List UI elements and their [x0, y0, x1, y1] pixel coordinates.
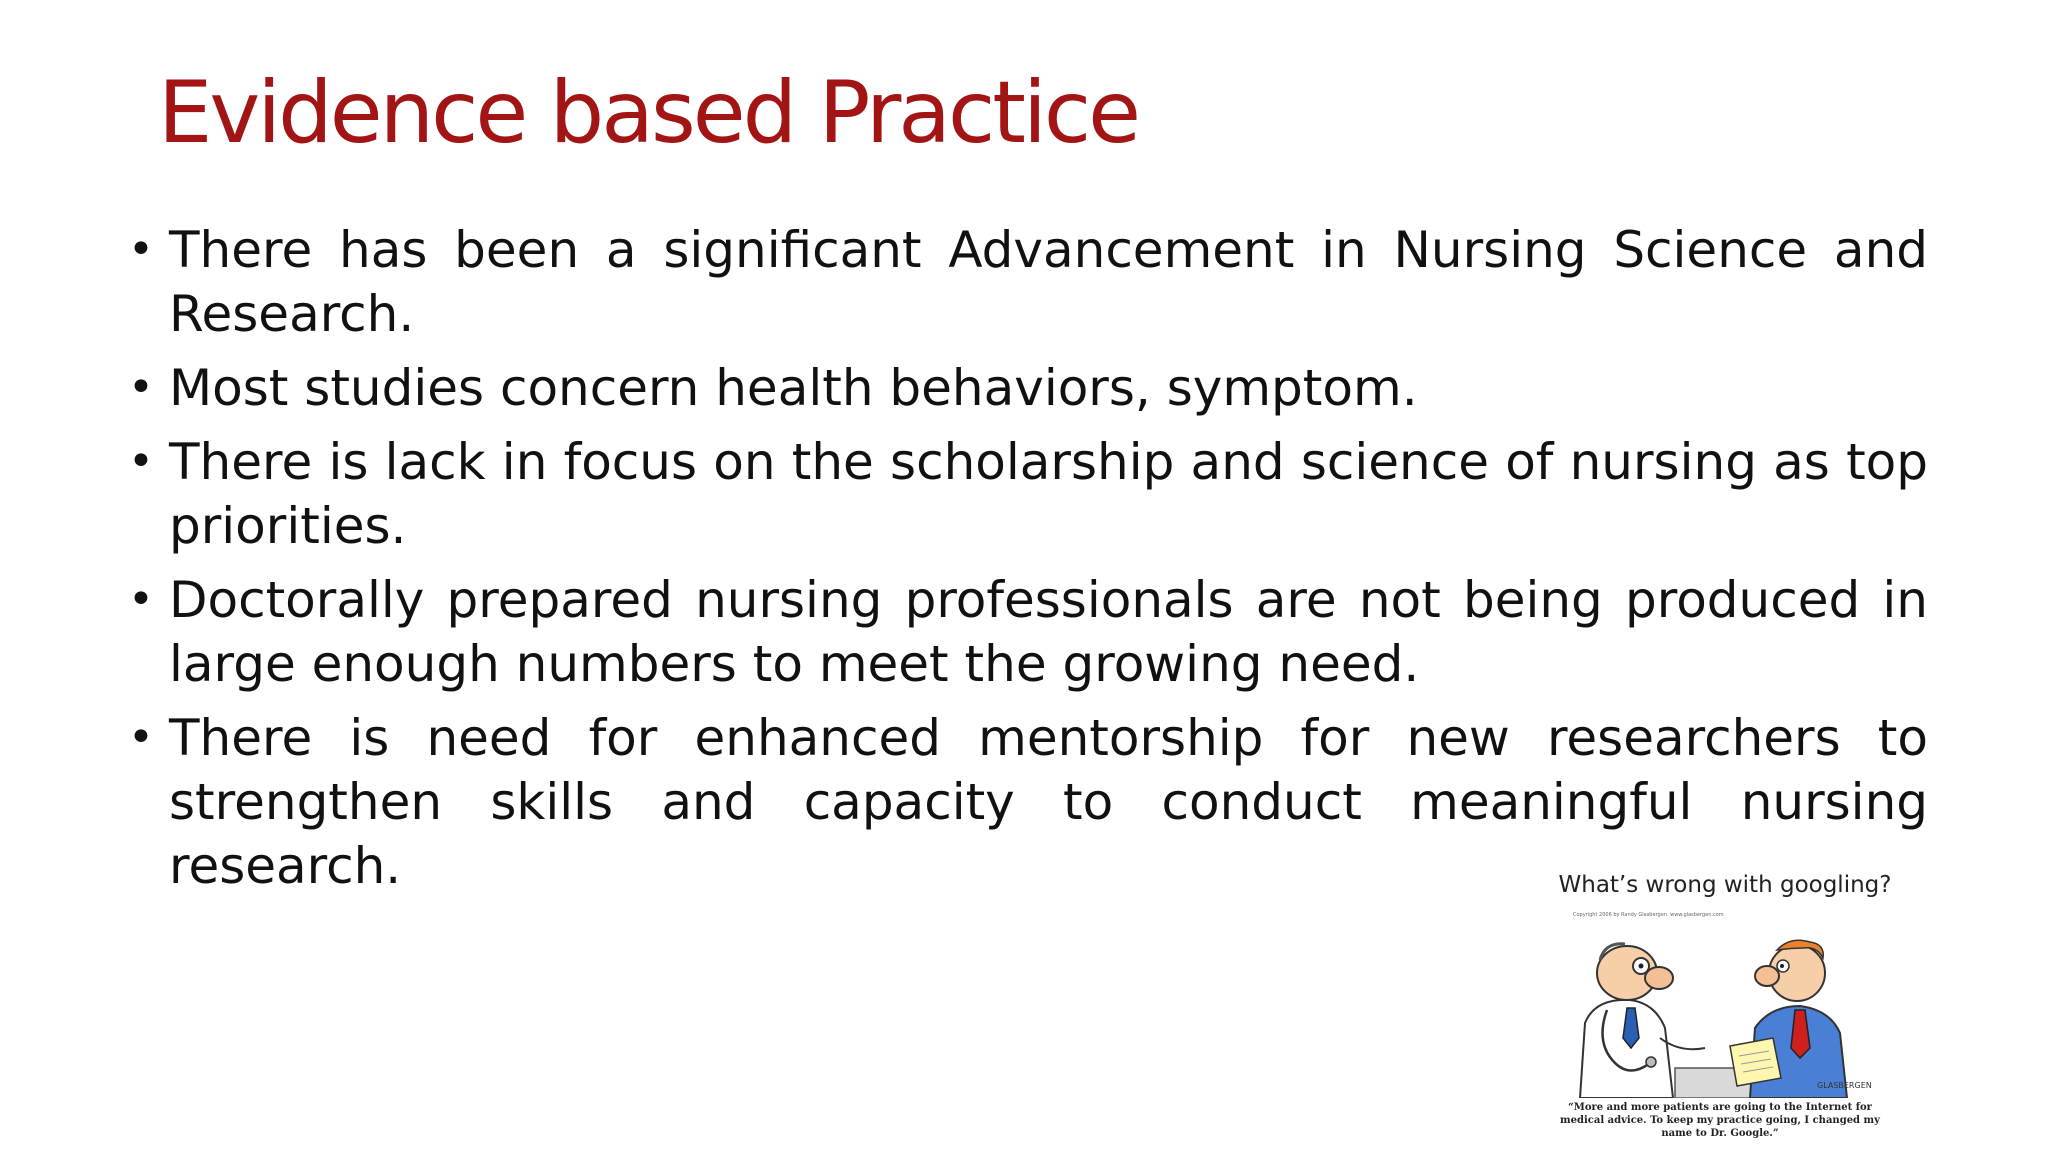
bullet-item [128, 356, 1928, 420]
cartoon-caption: “More and more patients are going to the Internet for medical advice. To keep my practice going, I changed my name to Dr. Google.” [1560, 1102, 1880, 1139]
bullet-text: There is lack in focus on the scholarship and science of nursing as top priorities. [169, 433, 1928, 555]
bullet-list [128, 218, 1928, 908]
bullet-item [128, 218, 1928, 346]
bullet-text: Doctorally prepared nursing professionals are not being produced in large enough numbers to meet the growing need. [169, 571, 1928, 693]
cartoon-illustration [1555, 928, 1885, 1098]
slide-title: Evidence based Practice [158, 63, 1139, 163]
bullet-item [128, 706, 1928, 898]
paper-sheet-icon [1730, 1038, 1781, 1086]
cartoon-title: What’s wrong with googling? [1558, 872, 1892, 898]
bullet-text: Most studies concern health behaviors, symptom. [169, 359, 1418, 417]
cartoon-copyright: Copyright 2006 by Randy Glasbergen. www.glasbergen.com [1573, 912, 1724, 918]
bullet-item [128, 568, 1928, 696]
bullet-text: There is need for enhanced mentorship for new researchers to strengthen skills and capacity to conduct meaningful nursing research. [169, 709, 1928, 895]
bullet-dot-icon: • [128, 224, 154, 275]
bullet-dot-icon: • [128, 362, 154, 413]
bullet-dot-icon: • [128, 574, 154, 625]
bullet-dot-icon: • [128, 712, 154, 763]
bullet-text: There has been a significant Advancement in Nursing Science and Research. [169, 221, 1928, 343]
cartoon-signature: GLASBERGEN [1817, 1081, 1872, 1090]
bullet-item [128, 430, 1928, 558]
cartoon-image [1515, 872, 1935, 1144]
bullet-dot-icon: • [128, 436, 154, 487]
